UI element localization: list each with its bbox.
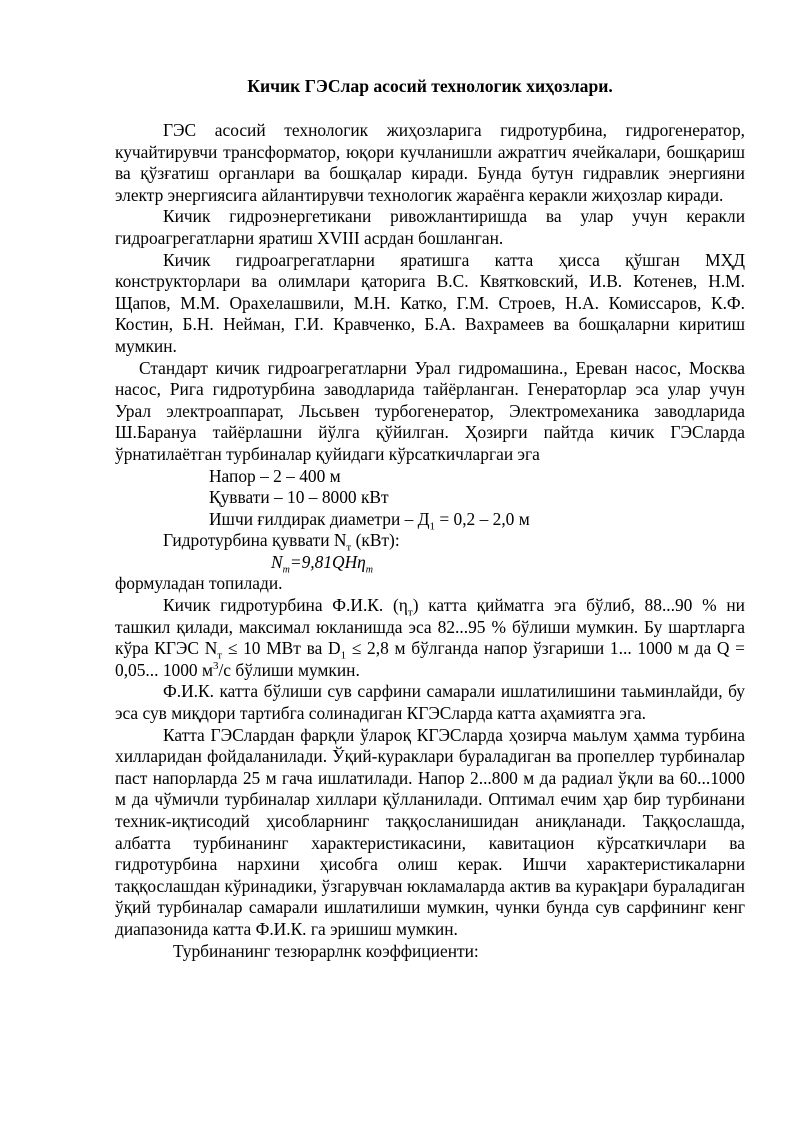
spec-diameter: Ишчи ғилдирак диаметри – $Д_1 = 0,2 - 2,0$ м [209,508,530,533]
document-body [115,120,745,962]
paragraph-5: Гидротурбина қуввати $N_т$ (кВт): [163,530,400,554]
paragraph-3: Кичик гидроагрегатларни яратишга катта ҳисса қўшган МҲД конструкторлари ва олимлари қаторига В.С. Квятковский, И.В. Котенев, Н.М. Щапов, М.М. Орахелашвили, М.Н. Катко, Г.М. Строев, Н.А. Комиссаров, К.Ф. Костин, Б.Н. Нейман, Г.И. Кравченко, Б.А. Вахрамеев ва бошқаларни киритиш мумкин. [115,249,745,356]
paragraph-1: ГЭС асосий технологик жиҳозларига гидротурбина, гидрогенератор, кучайтирувчи трансформатор, юқори кучланишли ажратгич ячейкалари, бошқариш ва қўзғатиш органлари ва бошқалар киради. Бунда бутун гидравлик энергияни электр энергиясига айлантирувчи технологик жараёнга керакли жиҳозлар киради. [115,120,745,205]
paragraph-7: Кичик гидротурбина Ф.И.К. $(\eta_т)$ катта қийматга эга бўлиб, 88...90 % ни ташкил қилади, максимал юкланишда эса 82...95 % бўлиши мумкин. Бу шартларга кўра КГЭС $N_т \le 10$ МВт ва $D_1 \le 2,8$ м бўлганда напор ўзгариши 1... 1000 м да Q = 0,05... 1000 $м^3/с$ бўлиши мумкин. [115,595,745,680]
spec-power: Қуввати – 10 – 8000 кВт [209,487,389,508]
paragraph-2: Кичик гидроэнергетикани ривожлантиришда ва улар учун керакли гидроагрегатларни яратиш XVIII асрдан бошланган. [115,206,745,248]
paragraph-4: Стандарт кичик гидроагрегатларни Урал гидромашина., Ереван насос, Москва насос, Рига гидротурбина заводларида тайёрланган. Генераторлар эса улар учун Урал электроаппарат, Льсьвен турбогенератор, Электромеханика заводларида Ш.Барануа тайёрлашни йўлга қўйилган. Ҳозирги пайтда кичик ГЭСларда ўрнатилаётган турбиналар қуйидаги кўрсаткичларгаи эга [115,357,745,464]
paragraph-10: Турбинанинг тезюрарлнк коэффициенти: [173,940,479,961]
paragraph-8: Ф.И.К. катта бўлиши сув сарфини самарали ишлатилишини таьминлайди, бу эса сув миқдори тартибга солинадиган КГЭСларда катта аҳамиятга эга. [115,681,745,724]
spec-head: Напор – 2 – 400 м [209,465,341,486]
power-formula: $N_т=9,81QH\eta_т$ [271,551,373,576]
page-title: Кичик ГЭСлар асосий технологик хиҳозлари. [247,76,613,96]
paragraph-9: Катта ГЭСлардан фарқли ўлароқ КГЭСларда ҳозирча маьлум ҳамма турбина хилларидан фойдаланилади. Ўқий-кураклари бураладиган ва пропеллер турбиналар паст напорларда 25 м гача ишлатилади. Напор 2...800 м да радиал ўқли ва 60...1000 м да чўмичли турбиналар хиллари қўлланилади. Оптимал ечим ҳар бир турбинани техник-иқтисодий ҳисобларнинг таққосланишидан аниқланади. Таққослашда, албатта турбинанинг характеристикасини, кавитацион кўрсаткичлари ва гидротурбина нархини ҳисобга олиш керак. Ишчи характеристикаларни таққослашдан кўринадики, ўзгарувчан юкламаларда актив ва куракլари бураладиган ўқий турбиналар самарали ишлатилиши мумкин, чунки бунда сув сарфининг кенг диапазонида катта Ф.И.К. га эришиш мумкин. [115,724,745,939]
paragraph-6: формуладан топилади. [115,573,283,594]
